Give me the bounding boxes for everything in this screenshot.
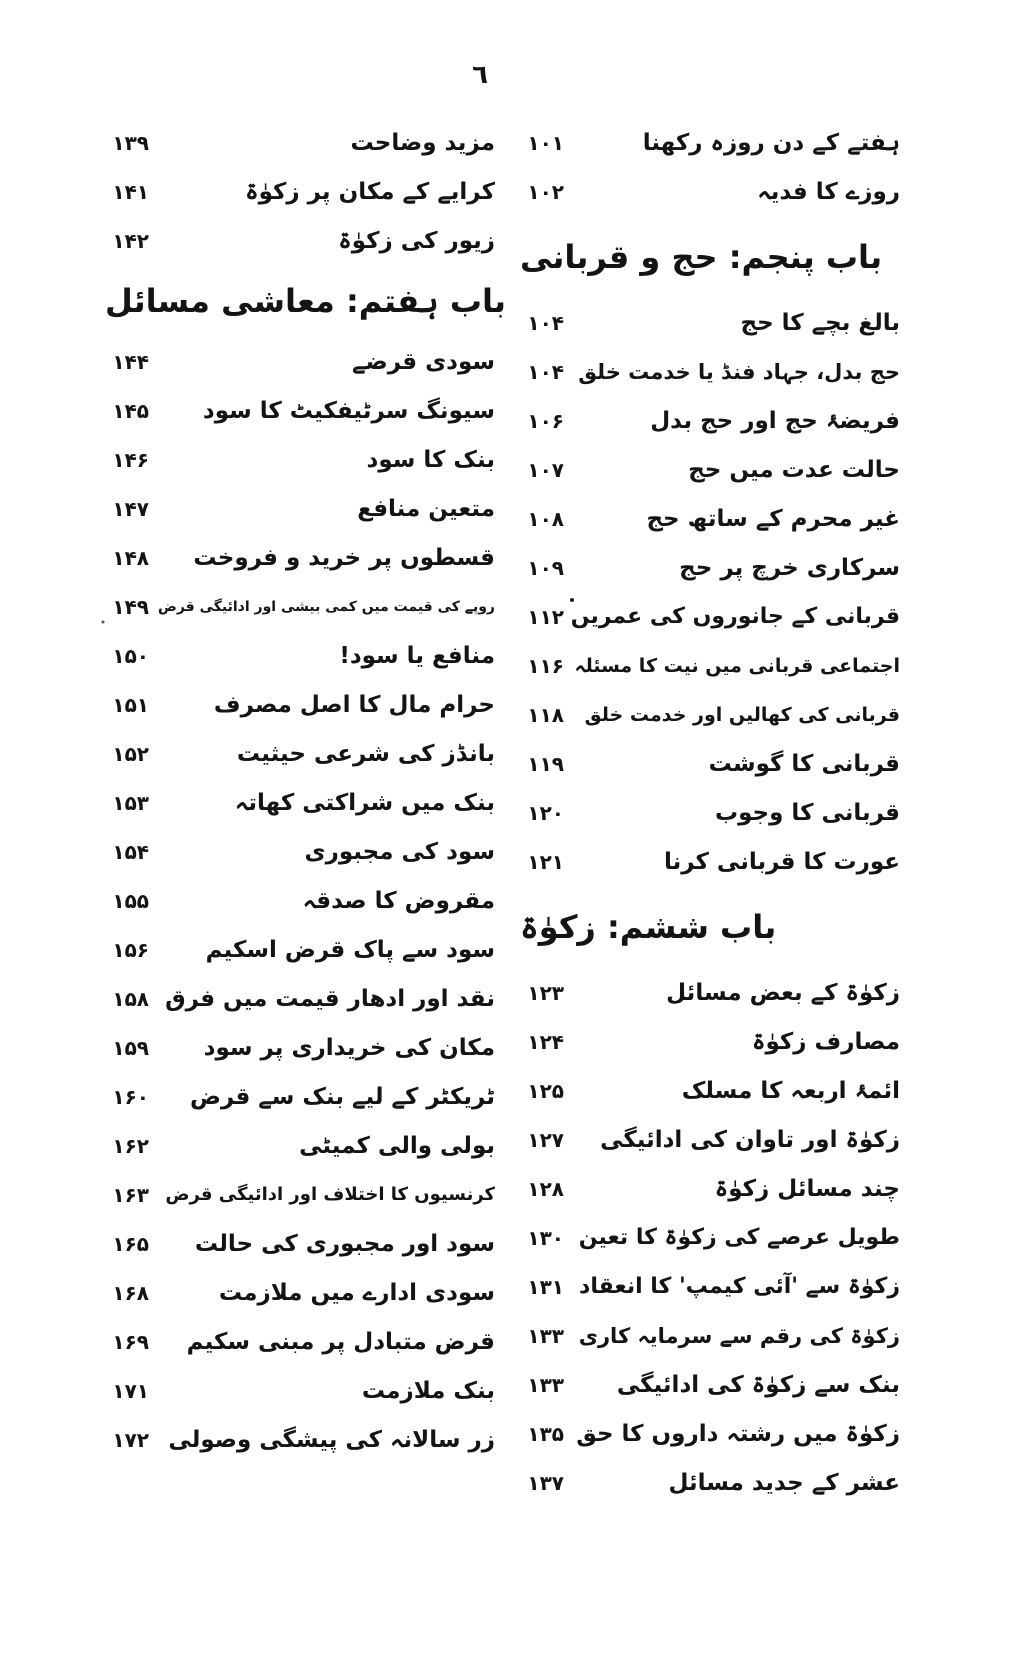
toc-entry — [105, 1317, 495, 1366]
toc-entry-page: ۱۵۹ — [112, 1035, 149, 1060]
toc-entry-title: سودی قرضے — [352, 348, 495, 375]
toc-entry-page: ۱۰۴ — [527, 359, 564, 384]
toc-entry-page: ۱۰۹ — [527, 555, 564, 580]
toc-entry-title: قربانی کے جانوروں کی عمریں — [570, 604, 900, 629]
toc-entry-title: کرایے کے مکان پر زکوٰۃ — [245, 178, 495, 205]
toc-entry-page: ۱۴۱ — [112, 179, 149, 204]
toc-entry — [105, 216, 495, 265]
toc-entry-page: ۱۷۲ — [112, 1427, 149, 1452]
toc-entry-title: ہفتے کے دن روزہ رکھنا — [642, 129, 900, 156]
toc-entry-title: روزے کا فدیہ — [757, 178, 900, 205]
toc-entry-title: بنک میں شراکتی کھاتہ — [234, 789, 495, 816]
toc-entry-title: مزید وضاحت — [350, 129, 495, 156]
toc-entry-page: ۱۰۲ — [527, 179, 564, 204]
toc-entry-page: ۱۵۶ — [112, 937, 149, 962]
toc-entry-page: ۱۰۴ — [527, 310, 564, 335]
toc-entry — [520, 1262, 900, 1311]
toc-entry-page: ۱۰۸ — [527, 506, 564, 531]
toc-entry — [520, 1311, 900, 1360]
toc-entry — [520, 1458, 900, 1507]
toc-left-column — [105, 118, 507, 1464]
toc-entry — [520, 167, 900, 216]
chapter-heading: باب ہفتم: معاشی مسائل — [105, 282, 507, 320]
toc-entry-page: ۱۳۷ — [527, 1470, 564, 1495]
toc-entry-title: ائمۂ اربعہ کا مسلک — [681, 1077, 900, 1104]
toc-entry-title: ٹریکٹر کے لیے بنک سے قرض — [189, 1083, 495, 1110]
toc-entry — [105, 118, 495, 167]
toc-entry-page: ۱۴۶ — [112, 447, 149, 472]
toc-entry-page: ۱۵۸ — [112, 986, 149, 1011]
toc-entry — [520, 592, 900, 641]
toc-entry-title: منافع یا سود! — [339, 642, 495, 669]
toc-entry-title: بنک کا سود — [366, 446, 495, 473]
toc-entry-title: زکوٰۃ سے 'آئی کیمپ' کا انعقاد — [579, 1274, 900, 1299]
toc-entry — [105, 167, 495, 216]
toc-entry-title: قربانی کا وجوب — [715, 799, 900, 826]
toc-entry-page: ۱۵۵ — [112, 888, 149, 913]
toc-entry — [520, 1213, 900, 1262]
toc-entry-page: ۱۲۵ — [527, 1078, 564, 1103]
toc-entry-page: ۱۴۵ — [112, 398, 149, 423]
toc-entry — [105, 1072, 495, 1121]
toc-entry-title: چند مسائل زکوٰۃ — [714, 1175, 900, 1202]
toc-entry-title: فریضۂ حج اور حج بدل — [650, 407, 900, 434]
toc-entry — [105, 1121, 495, 1170]
toc-entry-page: ۱۶۲ — [112, 1133, 149, 1158]
toc-entry — [105, 1415, 495, 1464]
toc-entry-page: ۱۰۶ — [527, 408, 564, 433]
toc-entry-page: ۱۲۰ — [527, 800, 564, 825]
toc-entry — [520, 690, 900, 739]
toc-entry — [105, 729, 495, 778]
toc-entry-title: حالت عدت میں حج — [688, 456, 900, 483]
toc-entry-page: ۱۴۴ — [112, 349, 149, 374]
toc-entry-title: حج بدل، جہاد فنڈ یا خدمت خلق — [578, 359, 900, 384]
toc-entry-page: ۱۴۲ — [112, 228, 149, 253]
toc-entry-page: ۱۲۸ — [527, 1176, 564, 1201]
toc-entry-title: مکان کی خریداری پر سود — [203, 1034, 495, 1061]
toc-entry — [520, 1360, 900, 1409]
toc-entry-title: طویل عرصے کی زکوٰۃ کا تعین — [578, 1225, 900, 1250]
toc-entry — [520, 788, 900, 837]
toc-entry — [520, 1409, 900, 1458]
toc-entry-page: ۱۳۳ — [527, 1323, 564, 1348]
toc-entry — [520, 641, 900, 690]
toc-entry — [105, 1219, 495, 1268]
toc-entry-page: ۱۲۴ — [527, 1029, 564, 1054]
chapter-heading: باب ششم: زکوٰۃ — [520, 908, 777, 946]
toc-entry — [105, 876, 495, 925]
toc-entry-title: سیونگ سرٹیفکیٹ کا سود — [202, 397, 495, 424]
toc-entry-page: ۱۰۱ — [527, 130, 564, 155]
toc-entry-title: بنک سے زکوٰۃ کی ادائیگی — [616, 1371, 900, 1398]
toc-entry — [105, 435, 495, 484]
toc-entry — [520, 298, 900, 347]
toc-entry-title: اجتماعی قربانی میں نیت کا مسئلہ — [574, 654, 900, 677]
toc-entry — [105, 680, 495, 729]
toc-entry-title: زیور کی زکوٰۃ — [338, 227, 495, 254]
toc-entry-page: ۱۳۰ — [527, 1225, 564, 1250]
toc-entry — [105, 533, 495, 582]
toc-entry — [520, 1066, 900, 1115]
toc-entry — [105, 484, 495, 533]
toc-entry — [105, 778, 495, 827]
toc-entry-title: غیر محرم کے ساتھ حج — [646, 505, 900, 532]
toc-entry-title: بالغ بچے کا حج — [740, 309, 900, 336]
toc-entry — [520, 347, 900, 396]
toc-entry-page: ۱۷۱ — [112, 1378, 149, 1403]
chapter-heading: باب پنجم: حج و قربانی — [520, 238, 883, 276]
toc-entry — [105, 974, 495, 1023]
toc-entry-title: سودی ادارے میں ملازمت — [218, 1279, 495, 1306]
toc-entry-title: بنک ملازمت — [361, 1377, 495, 1404]
toc-entry-title: متعین منافع — [357, 495, 495, 522]
toc-entry-title: عورت کا قربانی کرنا — [663, 848, 900, 875]
toc-entry-title: سود کی مجبوری — [304, 838, 495, 865]
toc-entry — [520, 739, 900, 788]
toc-entry-page: ۱۱۹ — [527, 751, 564, 776]
toc-entry-page: ۱۶۰ — [112, 1084, 149, 1109]
toc-entry — [105, 582, 495, 631]
toc-entry — [105, 337, 495, 386]
toc-entry-title: زکوٰۃ اور تاوان کی ادائیگی — [600, 1126, 900, 1153]
toc-entry-page: ۱۱۶ — [527, 653, 564, 678]
toc-entry — [105, 1023, 495, 1072]
toc-entry-title: زر سالانہ کی پیشگی وصولی — [168, 1426, 495, 1453]
toc-entry-title: کرنسیوں کا اختلاف اور ادائیگی قرض — [165, 1184, 495, 1205]
toc-entry-title: بانڈز کی شرعی حیثیت — [236, 740, 495, 767]
toc-entry-page: ۱۳۳ — [527, 1372, 564, 1397]
toc-entry — [105, 1366, 495, 1415]
toc-entry-title: سرکاری خرچ پر حج — [679, 554, 900, 581]
toc-entry-title: قربانی کا گوشت — [708, 750, 900, 777]
toc-entry-title: مصارف زکوٰۃ — [751, 1028, 900, 1055]
toc-entry-page: ۱۵۳ — [112, 790, 149, 815]
toc-entry-title: زکوٰۃ کے بعض مسائل — [666, 979, 900, 1006]
toc-entry-title: حرام مال کا اصل مصرف — [213, 691, 495, 718]
toc-entry-title: نقد اور ادھار قیمت میں فرق — [165, 985, 495, 1012]
toc-entry — [520, 1017, 900, 1066]
toc-entry-title: مقروض کا صدقہ — [302, 887, 495, 914]
toc-entry — [520, 837, 900, 886]
toc-entry-page: ۱۵۴ — [112, 839, 149, 864]
toc-entry-page: ۱۲۷ — [527, 1127, 564, 1152]
toc-entry-page: ۱۴۹ — [112, 594, 149, 619]
toc-entry-title: سود سے پاک قرض اسکیم — [205, 936, 495, 963]
toc-entry-page: ۱۱۲ — [527, 604, 564, 629]
toc-entry-title: قرض متبادل پر مبنی سکیم — [186, 1328, 495, 1355]
toc-entry-page: ۱۶۸ — [112, 1280, 149, 1305]
toc-entry — [520, 1115, 900, 1164]
toc-entry — [520, 118, 900, 167]
toc-entry — [105, 1268, 495, 1317]
toc-entry — [520, 1164, 900, 1213]
toc-entry-page: ۱۱۸ — [527, 702, 564, 727]
toc-entry-page: ۱۳۱ — [527, 1274, 564, 1299]
toc-entry-page: ۱۶۹ — [112, 1329, 149, 1354]
toc-entry — [105, 925, 495, 974]
toc-entry-title: زکوٰۃ میں رشتہ داروں کا حق — [576, 1420, 900, 1447]
toc-entry — [520, 396, 900, 445]
toc-entry-page: ۱۵۰ — [112, 643, 149, 668]
toc-entry-title: قربانی کی کھالیں اور خدمت خلق — [584, 703, 900, 726]
toc-entry-page: ۱۳۵ — [527, 1421, 564, 1446]
toc-entry-title: روپے کی قیمت میں کمی بیشی اور ادائیگی قرض — [158, 598, 495, 615]
toc-entry-title: عشر کے جدید مسائل — [668, 1469, 900, 1496]
toc-entry — [105, 827, 495, 876]
toc-entry-title: قسطوں پر خرید و فروخت — [193, 544, 495, 571]
page-number: ٦ — [472, 60, 488, 90]
toc-entry-page: ۱۳۹ — [112, 130, 149, 155]
toc-entry-page: ۱۲۳ — [527, 980, 564, 1005]
toc-entry-page: ۱۶۳ — [112, 1182, 149, 1207]
toc-entry-page: ۱۵۲ — [112, 741, 149, 766]
toc-entry — [520, 543, 900, 592]
toc-entry — [105, 1170, 495, 1219]
toc-entry-page: ۱۶۵ — [112, 1231, 149, 1256]
toc-entry — [105, 631, 495, 680]
toc-entry — [105, 386, 495, 435]
toc-entry-title: بولی والی کمیٹی — [299, 1132, 495, 1159]
toc-entry — [520, 494, 900, 543]
toc-entry — [520, 445, 900, 494]
toc-entry-page: ۱۰۷ — [527, 457, 564, 482]
toc-entry — [520, 968, 900, 1017]
toc-entry-page: ۱۵۱ — [112, 692, 149, 717]
toc-entry-title: سود اور مجبوری کی حالت — [194, 1230, 495, 1257]
toc-entry-title: زکوٰۃ کی رقم سے سرمایہ کاری — [578, 1323, 900, 1348]
toc-entry-page: ۱۲۱ — [527, 849, 564, 874]
toc-entry-page: ۱۴۸ — [112, 545, 149, 570]
toc-right-column — [520, 118, 900, 1507]
toc-entry-page: ۱۴۷ — [112, 496, 149, 521]
